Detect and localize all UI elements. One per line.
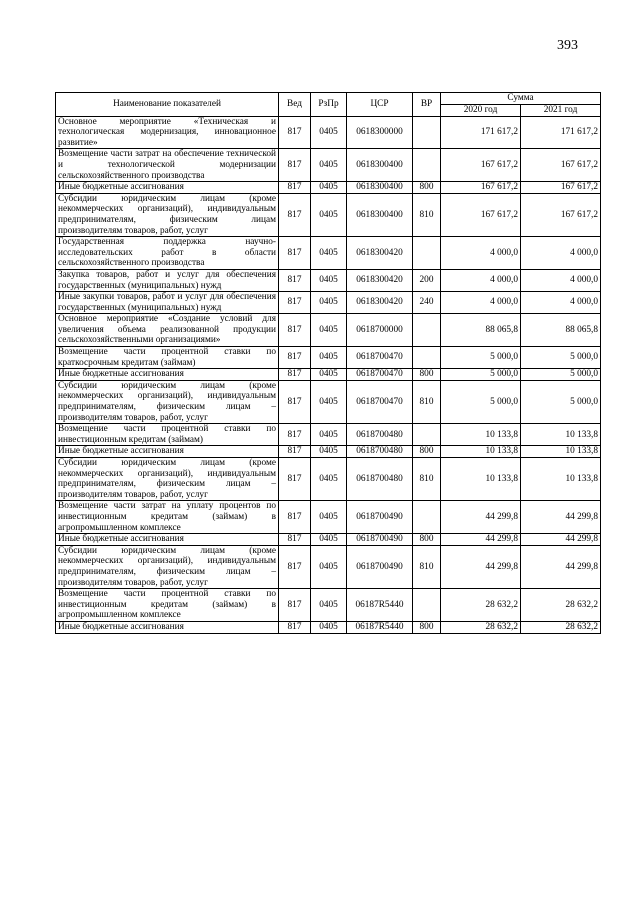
cell-csr: 06187R5440 [347,621,413,633]
cell-name: Возмещение части затрат на обеспечение технической и технологической модернизации сельскохозяйственного производства [56,149,279,182]
cell-sum-2020: 10 133,8 [441,446,521,458]
cell-name: Государственная поддержка научно-исследовательских работ в области сельскохозяйственного производства [56,237,279,270]
cell-csr: 0618300400 [347,182,413,194]
table-row [56,269,601,291]
cell-rzpr: 0405 [311,446,347,458]
header-2021: 2021 год [521,105,601,117]
table-row [56,589,601,622]
cell-ved: 817 [279,347,311,369]
cell-csr: 0618700480 [347,446,413,458]
cell-csr: 0618700490 [347,545,413,588]
cell-csr: 0618700470 [347,369,413,381]
cell-csr: 0618700000 [347,314,413,347]
cell-sum-2021: 167 617,2 [521,193,601,236]
cell-name: Иные бюджетные ассигнования [56,369,279,381]
table-row [56,446,601,458]
cell-ved: 817 [279,116,311,149]
cell-vr: 800 [413,534,441,546]
cell-rzpr: 0405 [311,237,347,270]
cell-ved: 817 [279,458,311,501]
cell-rzpr: 0405 [311,292,347,314]
cell-csr: 0618300000 [347,116,413,149]
cell-ved: 817 [279,292,311,314]
cell-sum-2021: 171 617,2 [521,116,601,149]
cell-csr: 0618700470 [347,347,413,369]
cell-sum-2020: 10 133,8 [441,424,521,446]
cell-ved: 817 [279,237,311,270]
cell-vr: 800 [413,621,441,633]
cell-sum-2020: 5 000,0 [441,380,521,423]
cell-sum-2021: 4 000,0 [521,269,601,291]
cell-ved: 817 [279,193,311,236]
cell-name: Возмещение части процентной ставки по краткосрочным кредитам (займам) [56,347,279,369]
table-row [56,501,601,534]
cell-ved: 817 [279,621,311,633]
cell-name: Субсидии юридическим лицам (кроме некоммерческих организаций), индивидуальным предпринимателям, физическим лицам – производителям товаров, работ, услуг [56,380,279,423]
table-row [56,149,601,182]
cell-sum-2020: 4 000,0 [441,237,521,270]
header-2020: 2020 год [441,105,521,117]
cell-sum-2021: 167 617,2 [521,182,601,194]
page-number: 393 [557,38,578,53]
cell-csr: 0618300400 [347,193,413,236]
cell-vr [413,501,441,534]
cell-name: Иные бюджетные ассигнования [56,621,279,633]
cell-ved: 817 [279,314,311,347]
cell-sum-2021: 5 000,0 [521,369,601,381]
table-row [56,621,601,633]
table-row [56,347,601,369]
cell-name: Субсидии юридическим лицам (кроме некоммерческих организаций), индивидуальным предпринимателям, физическим лицам – производителям товаров, работ, услуг [56,545,279,588]
cell-name: Закупка товаров, работ и услуг для обеспечения государственных (муниципальных) нужд [56,269,279,291]
cell-ved: 817 [279,149,311,182]
cell-ved: 817 [279,369,311,381]
budget-table [55,92,601,634]
table-row [56,193,601,236]
cell-sum-2020: 44 299,8 [441,534,521,546]
cell-csr: 0618300420 [347,237,413,270]
header-csr: ЦСР [347,93,413,117]
header-name: Наименование показателей [56,93,279,117]
table-row [56,182,601,194]
table-row [56,380,601,423]
cell-sum-2021: 88 065,8 [521,314,601,347]
cell-name: Возмещение части затрат на уплату процентов по инвестиционным кредитам (займам) в агропромышленном комплексе [56,501,279,534]
cell-csr: 06187R5440 [347,589,413,622]
cell-csr: 0618700470 [347,380,413,423]
cell-rzpr: 0405 [311,589,347,622]
table-row [56,314,601,347]
cell-sum-2021: 44 299,8 [521,545,601,588]
cell-sum-2020: 5 000,0 [441,369,521,381]
table-row [56,369,601,381]
cell-name: Возмещение части процентной ставки по инвестиционным кредитам (займам) [56,424,279,446]
cell-sum-2021: 10 133,8 [521,424,601,446]
cell-vr [413,149,441,182]
header-sum: Сумма [441,93,601,105]
cell-rzpr: 0405 [311,314,347,347]
cell-rzpr: 0405 [311,193,347,236]
cell-csr: 0618700490 [347,534,413,546]
cell-sum-2020: 167 617,2 [441,193,521,236]
cell-rzpr: 0405 [311,545,347,588]
cell-rzpr: 0405 [311,347,347,369]
cell-ved: 817 [279,534,311,546]
cell-sum-2020: 4 000,0 [441,269,521,291]
table-row [56,237,601,270]
table-row [56,534,601,546]
cell-rzpr: 0405 [311,269,347,291]
cell-sum-2020: 28 632,2 [441,589,521,622]
cell-name: Субсидии юридическим лицам (кроме некоммерческих организаций), индивидуальным предпринимателям, физическим лицам – производителям товаров, работ, услуг [56,458,279,501]
cell-name: Субсидии юридическим лицам (кроме некоммерческих организаций), индивидуальным предпринимателям, физическим лицам производителям товаров, работ, услуг [56,193,279,236]
header-vr: ВР [413,93,441,117]
cell-csr: 0618300420 [347,292,413,314]
cell-sum-2020: 171 617,2 [441,116,521,149]
cell-rzpr: 0405 [311,534,347,546]
cell-ved: 817 [279,380,311,423]
cell-ved: 817 [279,589,311,622]
cell-rzpr: 0405 [311,149,347,182]
cell-name: Основное мероприятие «Техническая и технологическая модернизация, инновационное развитие» [56,116,279,149]
cell-rzpr: 0405 [311,501,347,534]
table-row [56,545,601,588]
cell-name: Иные закупки товаров, работ и услуг для обеспечения государственных (муниципальных) нужд [56,292,279,314]
cell-csr: 0618700490 [347,501,413,534]
cell-vr: 240 [413,292,441,314]
header-rzpr: РзПр [311,93,347,117]
table-body [56,116,601,633]
cell-name: Иные бюджетные ассигнования [56,182,279,194]
cell-vr: 800 [413,446,441,458]
cell-sum-2020: 88 065,8 [441,314,521,347]
cell-sum-2021: 28 632,2 [521,621,601,633]
table-row [56,116,601,149]
cell-sum-2021: 4 000,0 [521,292,601,314]
cell-ved: 817 [279,182,311,194]
cell-sum-2021: 28 632,2 [521,589,601,622]
cell-rzpr: 0405 [311,424,347,446]
cell-sum-2020: 167 617,2 [441,182,521,194]
cell-rzpr: 0405 [311,621,347,633]
cell-rzpr: 0405 [311,116,347,149]
cell-sum-2021: 167 617,2 [521,149,601,182]
cell-sum-2020: 44 299,8 [441,545,521,588]
cell-vr: 800 [413,369,441,381]
cell-vr [413,237,441,270]
cell-ved: 817 [279,545,311,588]
header-ved: Вед [279,93,311,117]
cell-sum-2021: 5 000,0 [521,347,601,369]
cell-ved: 817 [279,446,311,458]
cell-vr [413,589,441,622]
cell-sum-2020: 10 133,8 [441,458,521,501]
table-row [56,458,601,501]
cell-vr: 810 [413,193,441,236]
cell-vr: 810 [413,545,441,588]
cell-csr: 0618300420 [347,269,413,291]
cell-vr: 810 [413,458,441,501]
cell-sum-2021: 10 133,8 [521,446,601,458]
cell-sum-2021: 5 000,0 [521,380,601,423]
cell-rzpr: 0405 [311,182,347,194]
table-row [56,292,601,314]
cell-csr: 0618300400 [347,149,413,182]
cell-vr: 810 [413,380,441,423]
cell-vr [413,116,441,149]
cell-ved: 817 [279,501,311,534]
cell-sum-2021: 44 299,8 [521,501,601,534]
cell-sum-2020: 4 000,0 [441,292,521,314]
cell-sum-2020: 44 299,8 [441,501,521,534]
cell-vr: 800 [413,182,441,194]
cell-vr [413,347,441,369]
cell-name: Основное мероприятие «Создание условий для увеличения объема реализованной продукции сельскохозяйственными организациями» [56,314,279,347]
cell-name: Возмещение части процентной ставки по инвестиционным кредитам (займам) в агропромышленном комплексе [56,589,279,622]
cell-sum-2020: 167 617,2 [441,149,521,182]
cell-csr: 0618700480 [347,458,413,501]
cell-ved: 817 [279,269,311,291]
table-row [56,424,601,446]
cell-rzpr: 0405 [311,369,347,381]
cell-sum-2021: 10 133,8 [521,458,601,501]
cell-vr: 200 [413,269,441,291]
cell-name: Иные бюджетные ассигнования [56,446,279,458]
cell-rzpr: 0405 [311,380,347,423]
cell-sum-2020: 5 000,0 [441,347,521,369]
cell-vr [413,424,441,446]
cell-sum-2021: 44 299,8 [521,534,601,546]
cell-sum-2020: 28 632,2 [441,621,521,633]
cell-vr [413,314,441,347]
cell-csr: 0618700480 [347,424,413,446]
cell-sum-2021: 4 000,0 [521,237,601,270]
cell-rzpr: 0405 [311,458,347,501]
cell-ved: 817 [279,424,311,446]
cell-name: Иные бюджетные ассигнования [56,534,279,546]
